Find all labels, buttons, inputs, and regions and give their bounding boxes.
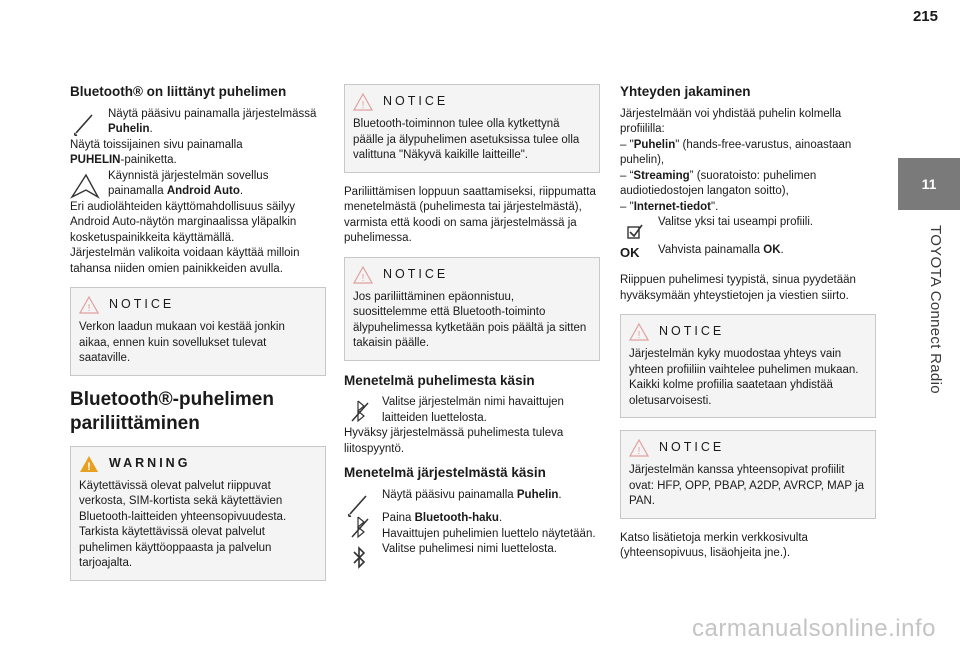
chapter-title: TOYOTA Connect Radio — [927, 225, 944, 394]
step-item: Valitse yksi tai useampi profiili. — [620, 215, 876, 239]
step-item: Käynnistä järjestelmän sovellus painamalla Android Auto. — [70, 169, 326, 200]
notice-box: ! NOTICE Jos pariliittäminen epäonnistuu, suosittelemme että Bluetooth-toiminto älypuhelimessa kytketään pois päältä ja sitten takaisin päälle. — [344, 257, 600, 361]
caution-triangle-icon — [79, 296, 99, 314]
step-item: Valitse puhelimesi nimi luettelosta. — [344, 542, 600, 558]
section-heading: Yhteyden jakaminen — [620, 84, 751, 99]
step-item: Näytä pääsivu painamalla Puhelin. — [344, 488, 600, 504]
svg-text:!: ! — [361, 272, 365, 284]
caution-triangle-icon — [629, 439, 649, 457]
ok-label: OK — [620, 245, 640, 260]
svg-text:!: ! — [637, 446, 641, 457]
svg-text:!: ! — [87, 303, 91, 314]
notice-title: NOTICE — [659, 324, 725, 339]
warning-title: WARNING — [109, 455, 191, 470]
chapter-tab: 11 — [898, 158, 960, 210]
svg-text:!: ! — [361, 100, 365, 111]
column-2: ! NOTICE Bluetooth-toiminnon tulee olla kytkettynä päälle ja älypuhelimen asetuksissa tulee olla valittuna "Näkyvä kaikille laitteille". Pariliittämisen loppuun saattamiseksi, riippumatta menetelmästä (puhelimesta tai järjestelmästä), varmista että koodi on sama järjestelmässä ja puhelimessa. ! NOTICE Jos pariliittäminen epäonnistuu, suosittelemme että Bluetooth-toiminto älypuhelimessa kytketään pois päältä ja sitten takaisin päälle. Menetelmä puhelimesta käsin Valitse järjestelmän nimi havaittujen laitteiden luettelosta. Hyväksy järjestelmässä puhelimesta tuleva liitospyyntö. Menetelmä järjestelmästä käsin Näytä pääsivu painamalla Puhelin. Paina Bluetooth-haku. Havaittujen puhelimien luettelo näytetään. Valitse puhelimesi nimi luettelosta. — [344, 84, 600, 558]
warning-triangle-icon — [79, 455, 99, 473]
watermark: carmanualsonline.info — [692, 615, 936, 642]
finger-tap-icon — [70, 109, 100, 137]
notice-title: NOTICE — [659, 440, 725, 455]
notice-box: ! NOTICE Verkon laadun mukaan voi kestää jonkin aikaa, ennen kuin sovellukset tulevat saataville. — [70, 287, 326, 376]
step-item: OK Vahvista painamalla OK. — [620, 243, 876, 273]
step-item: Näytä pääsivu painamalla järjestelmässä Puhelin. — [70, 107, 326, 138]
svg-text:!: ! — [87, 460, 91, 473]
bluetooth-tap-icon — [344, 397, 374, 425]
step-item: Paina Bluetooth-haku. Havaittujen puhelimien luettelo näytetään. — [344, 511, 600, 542]
step-item: Valitse järjestelmän nimi havaittujen laitteiden luettelosta. — [344, 395, 600, 426]
caution-triangle-icon — [353, 93, 373, 111]
column-1: Bluetooth® on liittänyt puhelimen Näytä pääsivu painamalla järjestelmässä Puhelin. Näytä toissijainen sivu painamalla PUHELIN-painiketta. Käynnistä järjestelmän sovellus painamalla Android Auto. Eri audiolähteiden käyttömahdollisuus säilyy Android Auto-näytön marginaalissa yläpalkin kosketuspainikkeita käyttämällä. Järjestelmän valikoita voidaan käyttää milloin tahansa niiden omien painikkeiden avulla. ! NOTICE Verkon laadun mukaan voi kestää jonkin aikaa, ennen kuin sovellukset tulevat saataville. Bluetooth®-puhelimen pariliittäminen ! WARNING Käytettävissä olevat palvelut riippuvat verkosta, SIM-kortista sekä käytettävien Bluetooth-laitteiden yhteensopivuudesta. Tarkista käytettävissä olevat palvelut puhelimen käyttöoppaasta ja palvelun tarjoajalta. — [70, 84, 326, 593]
section-heading: Bluetooth® on liittänyt puhelimen — [70, 84, 287, 99]
notice-title: NOTICE — [383, 266, 449, 281]
warning-box: ! WARNING Käytettävissä olevat palvelut riippuvat verkosta, SIM-kortista sekä käytettävien Bluetooth-laitteiden yhteensopivuudesta. Tarkista käytettävissä olevat palvelut puhelimen käyttöoppaasta ja palvelun tarjoajalta. — [70, 446, 326, 581]
svg-text:!: ! — [637, 330, 641, 341]
notice-title: NOTICE — [383, 94, 449, 109]
android-auto-icon — [70, 171, 100, 199]
bluetooth-icon — [344, 544, 374, 572]
notice-title: NOTICE — [109, 297, 175, 312]
big-heading: Bluetooth®-puhelimen pariliittäminen — [70, 388, 274, 434]
caution-triangle-icon — [629, 323, 649, 341]
bluetooth-tap-icon — [344, 513, 374, 541]
caution-triangle-icon — [353, 266, 373, 284]
notice-box: ! NOTICE Järjestelmän kanssa yhteensopivat profiilit ovat: HFP, OPP, PBAP, A2DP, AVRCP, MAP ja PAN. — [620, 430, 876, 519]
notice-box: ! NOTICE Bluetooth-toiminnon tulee olla kytkettynä päälle ja älypuhelimen asetuksissa tulee olla valittuna "Näkyvä kaikille laitteille". — [344, 84, 600, 173]
notice-box: ! NOTICE Järjestelmän kyky muodostaa yhteys vain yhteen profiiliin vaihtelee puhelimen mukaan. Kaikki kolme profiilia saatetaan yhdistää oletusarvoisesti. — [620, 314, 876, 418]
section-heading: Menetelmä järjestelmästä käsin — [344, 465, 546, 480]
section-heading: Menetelmä puhelimesta käsin — [344, 372, 535, 388]
page-number: 215 — [912, 8, 938, 25]
column-3: Yhteyden jakaminen Järjestelmään voi yhdistää puhelin kolmella profiililla: – "Puhelin" (hands-free-varustus, ainoastaan puhelin), – “Streaming” (suoratoisto: puhelimen audiotiedostojen langaton soitto), – "Internet-tiedot". Valitse yksi tai useampi profiili. OK Vahvista painamalla OK. Riippuen puhelimesi tyypistä, sinua pyydetään hyväksymään yhteystietojen ja viestien siirto. ! NOTICE Järjestelmän kyky muodostaa yhteys vain yhteen profiiliin vaihtelee puhelimen mukaan. Kaikki kolme profiilia saatetaan yhdistää oletusarvoisesti. ! NOTICE Järjestelmän kanssa yhteensopivat profiilit ovat: HFP, OPP, PBAP, A2DP, AVRCP, MAP ja PAN. Katso lisätietoja merkin verkkosivulta (yhteensopivuus, lisäohjeita jne.). — [620, 84, 876, 562]
